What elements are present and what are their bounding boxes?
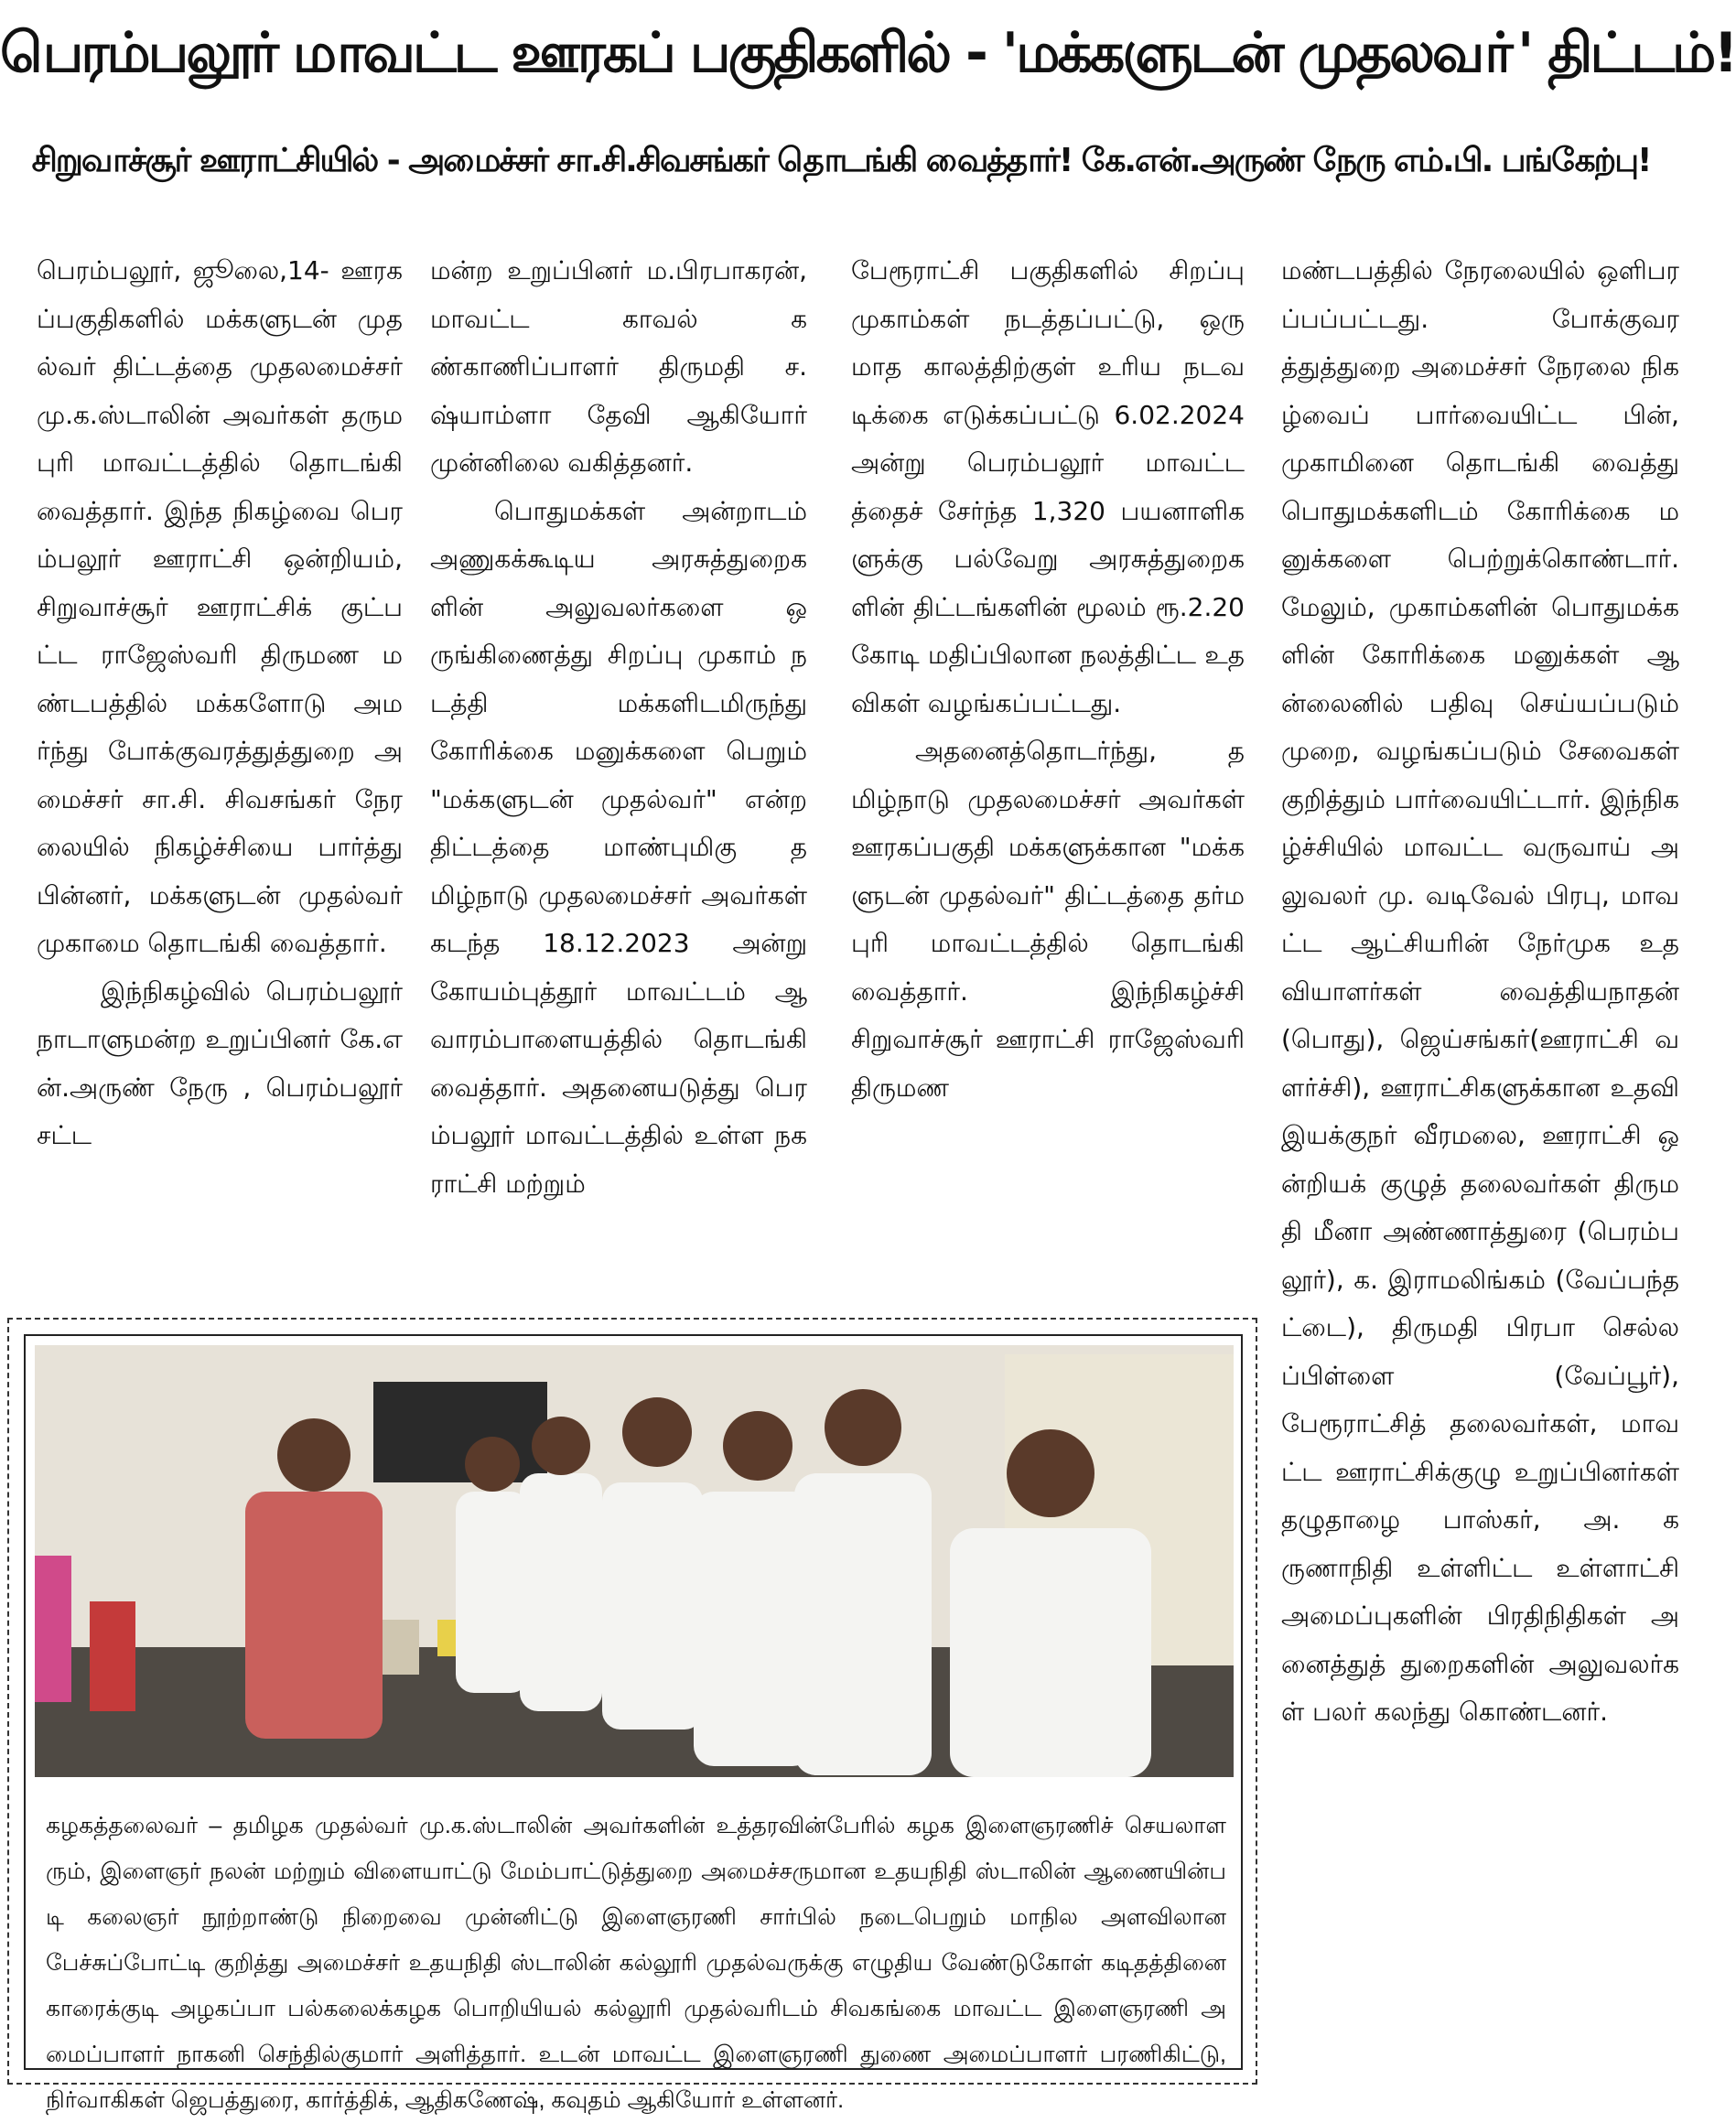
article-paragraph: இந்நிகழ்வில் பெரம்பலூர் நாடாளுமன்ற உறுப்பினர் கே.என்.அருண் நேரு , பெரம்பலூர் சட்ட (37, 975, 403, 1150)
article-column-4 (1281, 247, 1679, 2105)
news-photo-illustration (35, 1345, 1234, 1777)
article-paragraph: பெரம்பலூர், ஜூலை,14- ஊரகப்பகுதிகளில் மக்களுடன் முதல்வர் திட்டத்தை முதலமைச்சர் மு.க.ஸ்டாலின் அவர்கள் தருமபுரி மாவட்டத்தில் தொடங்கி வைத்தார். இந்த நிகழ்வை பெரம்பலூர் ஊராட்சி ஒன்றியம், சிறுவாச்சூர் ஊராட்சிக் குட்பட்ட ராஜேஸ்வரி திருமண மண்டபத்தில் மக்களோடு அமர்ந்து போக்குவரத்துத்துறை அமைச்சர் சா.சி. சிவசங்கர் நேரலையில் நிகழ்ச்சியை பார்த்து பின்னர், மக்களுடன் முதல்வர் முகாமை தொடங்கி வைத்தார். (37, 255, 403, 958)
photo-box (7, 1318, 1257, 2113)
subheadline: சிறுவாச்சூர் ஊராட்சியில் - அமைச்சர் சா.சி.சிவசங்கர் தொடங்கி வைத்தார்! கே.என்.அருண் நேரு எம்.பி. பங்கேற்பு! (31, 142, 1651, 179)
article-paragraph: பேரூராட்சி பகுதிகளில் சிறப்பு முகாம்கள் நடத்தப்பட்டு, ஒரு மாத காலத்திற்குள் உரிய நடவடிக்கை எடுக்கப்பட்டு 6.02.2024 அன்று பெரம்பலூர் மாவட்டத்தைச் சேர்ந்த 1,320 பயனாளிகளுக்கு பல்வேறு அரசுத்துறைகளின் திட்டங்களின் மூலம் ரூ.2.20 கோடி மதிப்பிலான நலத்திட்ட உதவிகள் வழங்கப்பட்டது. (851, 255, 1245, 718)
article-paragraph: மன்ற உறுப்பினர் ம.பிரபாகரன், மாவட்ட காவல் கண்காணிப்பாளர் திருமதி ச.ஷ்யாம்ளா தேவி ஆகியோர் முன்னிலை வகித்தனர். (430, 255, 807, 478)
photo-caption: கழகத்தலைவர் – தமிழக முதல்வர் மு.க.ஸ்டாலின் அவர்களின் உத்தரவின்பேரில் கழக இளைஞரணிச் செயலாளரும், இளைஞர் நலன் மற்றும் விளையாட்டு மேம்பாட்டுத்துறை அமைச்சருமான உதயநிதி ஸ்டாலின் ஆணையின்படி கலைஞர் நூற்றாண்டு நிறைவை முன்னிட்டு இளைஞரணி சார்பில் நடைபெறும் மாநில அளவிலான பேச்சுப்போட்டி குறித்து அமைச்சர் உதயநிதி ஸ்டாலின் கல்லூரி முதல்வருக்கு எழுதிய வேண்டுகோள் கடிதத்தினை காரைக்குடி அழகப்பா பல்கலைக்கழக பொறியியல் கல்லூரி முதல்வரிடம் சிவகங்கை மாவட்ட இளைஞரணி அமைப்பாளர் நாகனி செந்தில்குமார் அளித்தார். உடன் மாவட்ட இளைஞரணி துணை அமைப்பாளர் பரணிகிட்டு, நிர்வாகிகள் ஜெபத்துரை, கார்த்திக், ஆதிகணேஷ், கவுதம் ஆகியோர் உள்ளனர். (46, 1813, 1226, 2113)
article-paragraph: மண்டபத்தில் நேரலையில் ஒளிபரப்பப்பட்டது. போக்குவரத்துத்துறை அமைச்சர் நேரலை நிகழ்வைப் பார்வையிட்ட பின், முகாமினை தொடங்கி வைத்து பொதுமக்களிடம் கோரிக்கை மனுக்களை பெற்றுக்கொண்டார். மேலும், முகாம்களின் பொதுமக்களின் கோரிக்கை மனுக்கள் ஆன்லைனில் பதிவு செய்யப்படும் முறை, வழங்கப்படும் சேவைகள் குறித்தும் பார்வையிட்டார். இந்நிகழ்ச்சியில் மாவட்ட வருவாய் அலுவலர் மு. வடிவேல் பிரபு, மாவட்ட ஆட்சியரின் நேர்முக உதவியாளர்கள் வைத்தியநாதன் (பொது), ஜெய்சங்கர்(ஊராட்சி வளர்ச்சி), ஊராட்சிகளுக்கான உதவி இயக்குநர் வீரமலை, ஊராட்சி ஒன்றியக் குழுத் தலைவர்கள் திருமதி மீனா அண்ணாத்துரை (பெரம்பலூர்), க. இராமலிங்கம் (வேப்பந்தட்டை), திருமதி பிரபா செல்லப்பிள்ளை (வேப்பூர்), பேரூராட்சித் தலைவர்கள், மாவட்ட ஊராட்சிக்குழு உறுப்பினர்கள் தழுதாழை பாஸ்கர், அ. கருணாநிதி உள்ளிட்ட உள்ளாட்சி அமைப்புகளின் பிரதிநிதிகள் அனைத்துத் துறைகளின் அலுவலர்கள் பலர் கலந்து கொண்டனர். (1281, 255, 1679, 1727)
article-column-1 (37, 247, 403, 1290)
article-column-2 (430, 247, 807, 1290)
article-column-3 (851, 247, 1245, 1290)
photo-box-inner (24, 1334, 1243, 2113)
article-paragraph: பொதுமக்கள் அன்றாடம் அணுகக்கூடிய அரசுத்துறைகளின் அலுவலர்களை ஒருங்கிணைத்து சிறப்பு முகாம் நடத்தி மக்களிடமிருந்து கோரிக்கை மனுக்களை பெறும் "மக்களுடன் முதல்வர்" என்ற திட்டத்தை மாண்புமிகு தமிழ்நாடு முதலமைச்சர் அவர்கள் கடந்த 18.12.2023 அன்று கோயம்புத்தூர் மாவட்டம் ஆவாரம்பாளையத்தில் தொடங்கி வைத்தார். அதனையடுத்து பெரம்பலூர் மாவட்டத்தில் உள்ள நகராட்சி மற்றும் (430, 495, 807, 1199)
article-paragraph: அதனைத்தொடர்ந்து, தமிழ்நாடு முதலமைச்சர் அவர்கள் ஊரகப்பகுதி மக்களுக்கான "மக்களுடன் முதல்வர்" திட்டத்தை தர்மபுரி மாவட்டத்தில் தொடங்கி வைத்தார். இந்நிகழ்ச்சி சிறுவாச்சூர் ஊராட்சி ராஜேஸ்வரி திருமண (851, 736, 1245, 1103)
headline: பெரம்பலூர் மாவட்ட ஊரகப் பகுதிகளில் - 'மக்களுடன் முதலவா்' திட்டம்! (0, 21, 1736, 85)
news-photo (35, 1345, 1234, 1777)
